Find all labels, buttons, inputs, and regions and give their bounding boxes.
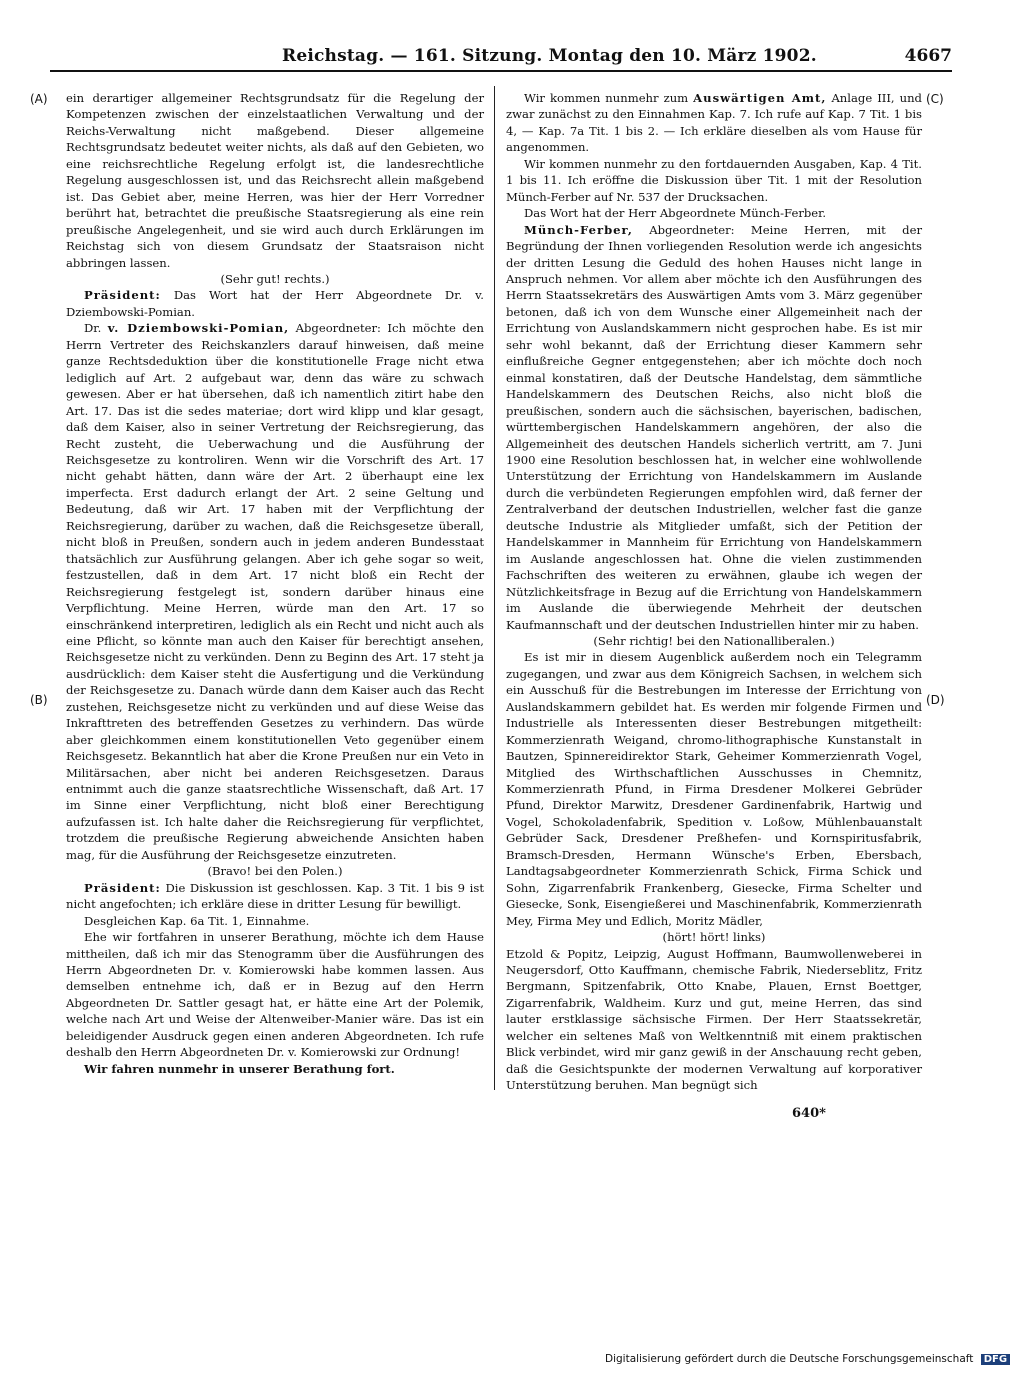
right-column <box>506 90 922 1094</box>
header-title: Reichstag. — 161. Sitzung. Montag den 10. März 1902. <box>282 46 817 66</box>
interjection: (Sehr gut! rechts.) <box>220 271 330 286</box>
paragraph: ein derartiger allgemeiner Rechtsgrundsatz für die Regelung der Kompetenzen zwischen der einzelstaatlichen Verwaltung und der Reichs-Verwaltung nicht maßgebend. Dieser allgemeine Rechtsgrundsatz bedeutet weiter nichts, als daß auf den Gebieten, wo eine reichsrechtliche Regelung erfolgt ist, die landesrechtliche Regelung ausgeschlossen ist, und das Reichsrecht allein maßgebend ist. Das Gebiet aber, meine Herren, was hier der Herr Vorredner berührt hat, betrachtet die preußische Staatsregierung als eine rein preußische Angelegenheit, und sie wird auch durch Erklärungen im Reichstag sich von diesem Grundsatz der Staatsraison nicht abbringen lassen. <box>66 91 484 270</box>
speech-text: Die Diskussion ist geschlossen. Kap. 3 Tit. 1 bis 9 ist nicht angefochten; ich erkläre diese in dritter Lesung für bewilligt. <box>66 880 484 912</box>
paragraph: Es ist mir in diesem Augenblick außerdem noch ein Telegramm zugegangen, und zwar aus dem Königreich Sachsen, in welchem sich ein Ausschuß für die Bestrebungen im Interesse der Errichtung von Auslandskammern gebildet hat. Es werden mir folgende Firmen und Industrielle als Interessenten dieser Bestrebungen mitgetheilt: Kommerzienrath Weigand, chromo-lithographische Kunstanstalt in Bautzen, Spinnereidirektor Stark, Geheimer Kommerzienrath Vogel, Mitglied des Wirthschaftlichen Ausschusses in Chemnitz, Kommerzienrath Pfund, in Firma Dresdener Molkerei Gebrüder Pfund, Direktor Marwitz, Dresdener Gardinenfabrik, Hartwig und Vogel, Schokoladenfabrik, Spedition v. Loßow, Mühlenbauanstalt Gebrüder Sack, Dresdener Preßhefen- und Kornspiritusfabrik, Bramsch-Dresden, Hermann Wünsche's Erben, Ebersbach, Landtagsabgeordneter Kommerzienrath Schick, Firma Schick und Sohn, Zigarrenfabrik Frankenberg, Giesecke, Firma Schelter und Giesecke, Sonk, Eisengießerei und Maschinenfabrik, Kommerzienrath Mey, Firma Mey und Edlich, Moritz Mädler, <box>506 650 922 928</box>
page-header <box>90 46 950 72</box>
speaker-label: v. Dziembowski-Pomian, <box>107 321 290 336</box>
speech-text: Das Wort hat der Herr Abgeordnete Dr. v. Dziembowski-Pomian. <box>66 288 484 319</box>
column-divider <box>494 86 495 1090</box>
paragraph: Wir fahren nunmehr in unserer Berathung fort. <box>84 1061 395 1076</box>
header-rule <box>50 70 952 72</box>
paragraph <box>66 320 484 863</box>
speech-text: Abgeordneter: Meine Herren, mit der Begründung der Ihnen vorliegenden Resolution werde ich angesichts der dritten Lesung die Geduld des hohen Hauses nicht lange in Anspruch nehmen. Vor allem aber möchte ich den Ausführungen des Herrn Staatssekretärs des Auswärtigen Amts vom 3. März gegenüber betonen, daß ich von dem Wunsche einer Allgemeinheit nach der Errichtung von Auslandskammern nicht gesprochen habe. Es ist mir sehr wohl bekannt, daß der Errichtung dieser Kammern sehr einflußreiche Gegner entgegenstehen; aber ich möchte doch noch einmal konstatiren, daß der Deutsche Handelstag, dem sämmtliche Handelskammern des Deutschen Reichs, also nicht bloß die preußischen, sondern auch die sächsischen, bayerischen, badischen, württembergischen Handelskammern angehören, der also die Allgemeinheit des deutschen Handels sicherlich vertritt, am 7. Juni 1900 eine Resolution beschlossen hat, in welcher eine wohlwollende Unterstützung der Errichtung von Handelskammern im Auslande durch die verbündeten Regierungen empfohlen wird, daß ferner der Zentralverband der deutschen Industriellen, welcher fast die ganze deutsche Industrie als Mitglieder umfaßt, sich der Petition der Handelskammer in Mannheim für Errichtung von Handelskammern im Auslande angeschlossen hat. Ohne die vielen zustimmenden Fachschriften des weiteren zu erwähnen, glaube ich wegen der Nützlichkeitsfrage in Bezug auf die Errichtung von Handelskammern im Auslande die überwiegende Mehrheit der deutschen Kaufmannschaft und der deutschen Industriellen hinter mir zu haben. <box>506 222 922 632</box>
speech-text: Wir kommen nunmehr zum <box>524 91 689 105</box>
margin-marker-c: (C) <box>926 92 944 106</box>
interjection: (hört! hört! links) <box>662 930 766 945</box>
speech-text: Anlage III, und zwar zunächst zu den Einnahmen Kap. 7. Ich rufe auf Kap. 7 Tit. 1 bis 4, — Kap. 7a Tit. 1 bis 2. — Ich erkläre dieselben als vom Hause für angenommen. <box>506 91 922 155</box>
speaker-label: Münch-Ferber, <box>524 222 633 237</box>
speaker-prefix: Dr. <box>84 321 102 336</box>
paragraph <box>66 880 484 913</box>
speaker-label: Präsident: <box>84 880 161 895</box>
paragraph: Ehe wir fortfahren in unserer Berathung, möchte ich dem Hause mittheilen, daß ich mir das Stenogramm über die Ausführungen des Herrn Abgeordneten Dr. v. Komierowski habe kommen lassen. Aus demselben entnehme ich, daß er in Bezug auf den Herrn Abgeordneten Dr. Sattler gesagt hat, er hätte eine Art der Polemik, welche nach Art und Weise der Altenweiber-Manier wäre. Das ist ein beleidigender Ausdruck gegen einen anderen Abgeordneten. Ich rufe deshalb den Herrn Abgeordneten Dr. v. Komierowski zur Ordnung! <box>66 930 484 1060</box>
paragraph: Desgleichen Kap. 6a Tit. 1, Einnahme. <box>84 913 310 928</box>
paragraph: Das Wort hat der Herr Abgeordnete Münch-Ferber. <box>524 206 827 221</box>
section-label: Auswärtigen Amt, <box>693 91 827 105</box>
interjection: (Sehr richtig! bei den Nationalliberalen.) <box>593 633 835 648</box>
left-column <box>66 90 484 1077</box>
page-number: 4667 <box>904 46 952 66</box>
paragraph <box>506 90 922 156</box>
speaker-label: Präsident: <box>84 288 161 303</box>
margin-marker-b: (B) <box>30 693 48 707</box>
signature-mark: 640* <box>792 1106 826 1121</box>
footer-text: Digitalisierung gefördert durch die Deutsche Forschungsgemeinschaft <box>605 1353 974 1365</box>
footer <box>605 1353 1010 1365</box>
interjection: (Bravo! bei den Polen.) <box>207 864 343 879</box>
margin-marker-d: (D) <box>926 693 945 707</box>
paragraph <box>66 287 484 320</box>
paragraph: Etzold & Popitz, Leipzig, August Hoffmann, Baumwollenweberei in Neugersdorf, Otto Kauffmann, chemische Fabrik, Niederseblitz, Fritz Bergmann, Spitzenfabrik, Otto Knabe, Plauen, Ernst Boettger, Zigarrenfabrik, Waldheim. Kurz und gut, meine Herren, das sind lauter erstklassige sächsische Firmen. Der Herr Staatssekretär, welcher ein seltenes Maß von Weltkenntniß mit einem praktischen Blick verbindet, wird mir ganz gewiß in der Anschauung recht geben, daß die Gesichtspunkte der modernen Verwaltung auf korporativer Unterstützung beruhen. Man begnügt sich <box>506 946 922 1093</box>
dfg-logo: DFG <box>981 1354 1010 1365</box>
paragraph <box>506 222 922 633</box>
speech-text: Abgeordneter: Ich möchte den Herrn Vertreter des Reichskanzlers darauf hinweisen, daß meine ganze Rechtsdeduktion über die konstitutionelle Frage nicht etwa lediglich auf Art. 2 aufgebaut war, denn das wäre zu schwach gewesen. Aber er hat übersehen, daß ich namentlich zitirt habe den Art. 17. Das ist die sedes materiae; dort wird klipp und klar gesagt, daß dem Kaiser, also in seiner Vertretung der Reichsregierung, das Recht zusteht, die Ueberwachung und die Ausführung der Reichsgesetze zu kontroliren. Wenn wir die Vorschrift des Art. 17 nicht gehabt hätten, dann wäre der Art. 2 überhaupt eine lex imperfecta. Erst dadurch erlangt der Art. 2 seine Geltung und Bedeutung, daß wir Art. 17 haben mit der Verpflichtung der Reichsregierung, darüber zu wachen, daß die Reichsgesetze überall, nicht bloß in Preußen, sondern auch in jedem anderen Bundesstaat thatsächlich zur Ausführung gelangen. Aber ich gehe sogar so weit, festzustellen, daß in dem Art. 17 nicht bloß ein Recht der Reichsregierung festgelegt ist, sondern darüber hinaus eine Verpflichtung. Meine Herren, würde man den Art. 17 so einschränkend interpretiren, lediglich als ein Recht und nicht auch als eine Pflicht, so könnte man auch den Kaiser für berechtigt ansehen, Reichsgesetze nicht zu verkünden. Denn zu Beginn des Art. 17 steht ja ausdrücklich: dem Kaiser steht die Ausfertigung und die Verkündung der Reichsgesetze zu. Danach würde dann dem Kaiser auch das Recht zustehen, Reichsgesetze nicht zu verkünden und auf diese Weise das Inkrafttreten des betreffenden Gesetzes zu verhindern. Das würde aber gleichkommen einem konstitutionellen Veto gegenüber einem Reichsgesetz. Bekanntlich hat aber die Krone Preußen nur ein Veto in Militärsachen, aber nicht bei anderen Reichsgesetzen. Daraus entnimmt auch die ganze staatsrechtliche Wissenschaft, daß Art. 17 im Sinne einer Verpflichtung, nicht bloß einer Berechtigung aufzufassen ist. Ich halte daher die Reichsregierung für verpflichtet, trotzdem die preußische Regierung abweichende Ansichten haben mag, für die Ausführung der Reichsgesetze einzutreten. <box>66 321 485 862</box>
margin-marker-a: (A) <box>30 92 48 106</box>
paragraph: Wir kommen nunmehr zu den fortdauernden Ausgaben, Kap. 4 Tit. 1 bis 11. Ich eröffne die Diskussion über Tit. 1 mit der Resolution Münch-Ferber auf Nr. 537 der Drucksachen. <box>506 156 922 204</box>
